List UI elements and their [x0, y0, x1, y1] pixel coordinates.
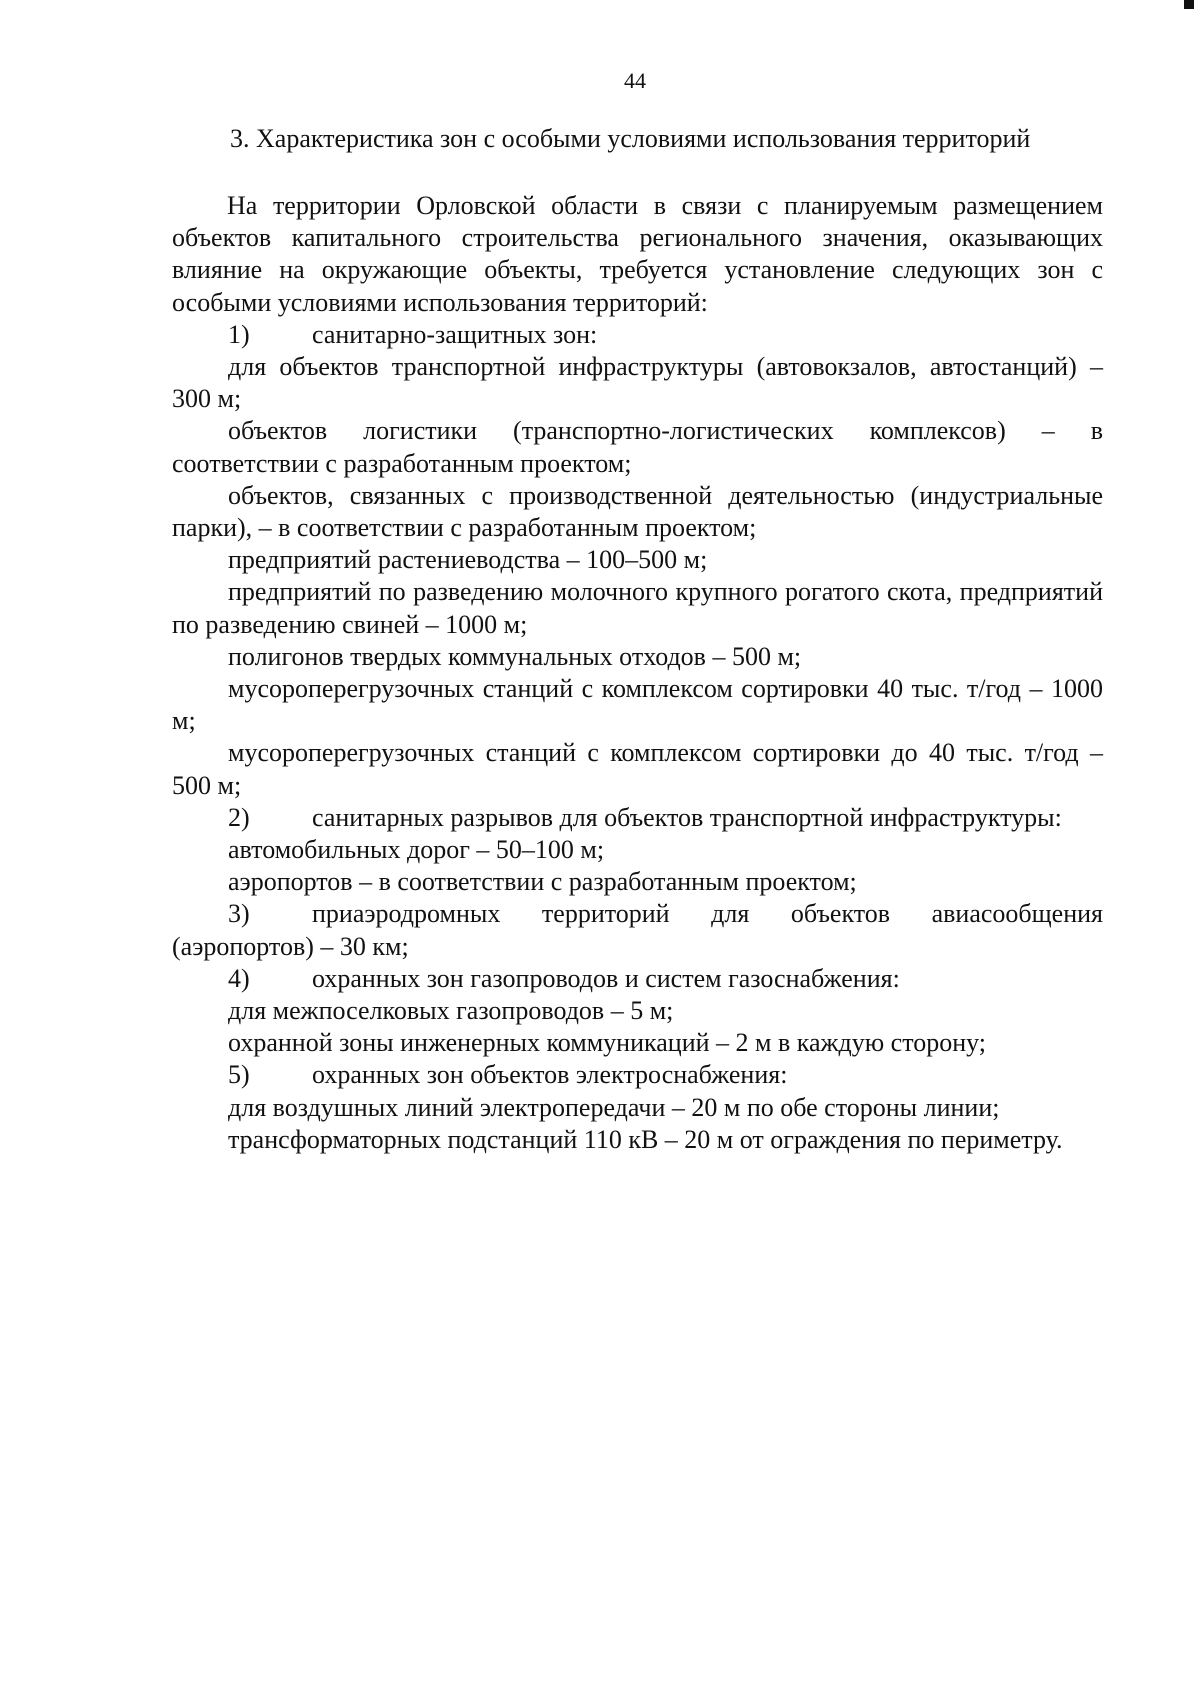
document-body — [172, 190, 1103, 1156]
list-item-heading: санитарно-защитных зон: — [312, 319, 598, 349]
list-line: предприятий по разведению молочного крупного рогатого скота, предприятий по разведению свиней – 1000 м; — [172, 577, 1103, 639]
list-line: для объектов транспортной инфраструктуры (автовокзалов, автостанций) – 300 м; — [172, 352, 1103, 414]
list-line: для воздушных линий электропередачи – 20 м по обе стороны линии; — [228, 1092, 1000, 1122]
list-item-number: 3) — [228, 899, 250, 929]
list-item-number: 4) — [228, 963, 250, 993]
list-item-1 — [172, 319, 1103, 351]
list-item-heading: санитарных разрывов для объектов транспортной инфраструктуры: — [312, 802, 1062, 832]
list-line: охранной зоны инженерных коммуникаций – 2 м в каждую сторону; — [228, 1028, 987, 1058]
list-line: предприятий растениеводства – 100–500 м; — [228, 545, 708, 575]
page-number: 44 — [624, 68, 646, 93]
list-item-heading: охранных зон газопроводов и систем газоснабжения: — [312, 963, 900, 993]
list-item-number: 1) — [228, 319, 250, 349]
list-line: объектов, связанных с производственной деятельностью (индустриальные парки), – в соответствии с разработанным проектом; — [172, 480, 1103, 543]
section-title: 3. Характеристика зон с особыми условиями использования территорий — [230, 124, 1031, 153]
list-item-number: 2) — [228, 802, 250, 832]
list-line: аэропортов – в соответствии с разработанным проектом; — [228, 867, 857, 897]
list-line: полигонов твердых коммунальных отходов – 500 м; — [228, 641, 802, 671]
scan-corner-mark — [1184, 0, 1194, 9]
list-item-heading: приаэродромных территорий для объектов авиасообщения (аэропортов) – 30 км; — [172, 899, 1103, 961]
list-line: трансформаторных подстанций 110 кВ – 20 м от ограждения по периметру. — [228, 1124, 1063, 1154]
list-item-3 — [172, 898, 1103, 962]
list-item-number: 5) — [228, 1060, 250, 1090]
list-line: автомобильных дорог – 50–100 м; — [228, 835, 605, 865]
list-item-heading: охранных зон объектов электроснабжения: — [312, 1060, 788, 1090]
list-line: мусороперегрузочных станций с комплексом сортировки до 40 тыс. т/год – 500 м; — [172, 738, 1103, 800]
list-item-2 — [172, 802, 1103, 834]
list-item-4 — [172, 963, 1103, 995]
intro-paragraph: На территории Орловской области в связи с планируемым размещением объектов капитального строительства регионального значения, оказывающих влияние на окружающие объекты, требуется установление следующих зон с особыми условиями использования территорий: — [172, 191, 1103, 317]
list-line: мусороперегрузочных станций с комплексом сортировки 40 тыс. т/год – 1000 м; — [172, 674, 1103, 736]
list-line: для межпоселковых газопроводов – 5 м; — [228, 996, 674, 1026]
list-line: объектов логистики (транспортно-логистических комплексов) – в соответствии с разработанным проектом; — [172, 416, 1103, 478]
list-item-5 — [172, 1059, 1103, 1091]
